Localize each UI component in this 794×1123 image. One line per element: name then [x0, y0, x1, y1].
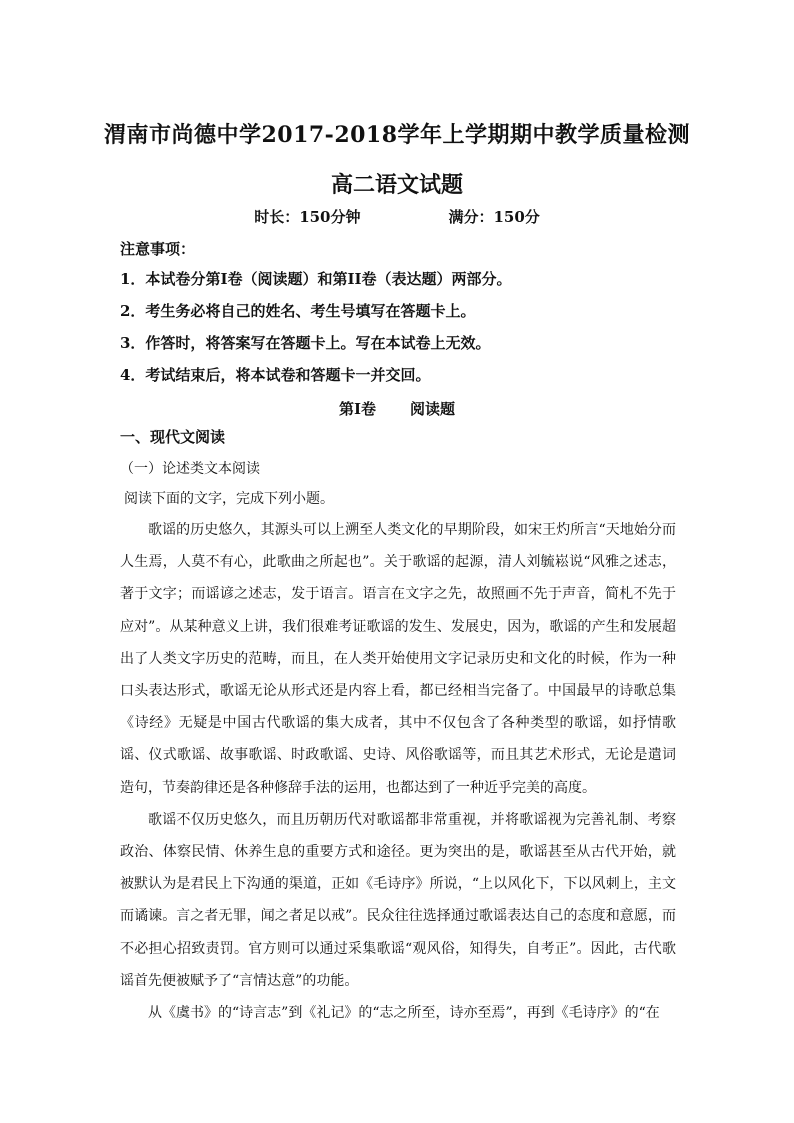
passage-paragraph: 从《虞书》的“诗言志”到《礼记》的“志之所至，诗亦至焉”，再到《毛诗序》的“在	[148, 1005, 660, 1022]
exam-meta	[0, 206, 794, 227]
duration-text: 时长：150分钟	[254, 208, 361, 226]
volume-label: 第Ⅰ卷	[338, 400, 376, 418]
full-score-text: 满分：150分	[448, 208, 540, 226]
exam-subtitle: 高二语文试题	[330, 172, 463, 198]
part-heading: 一、现代文阅读	[120, 428, 226, 446]
notes-heading: 注意事项：	[120, 240, 196, 258]
note-item: 2．考生务必将自己的姓名、考生号填写在答题卡上。	[120, 302, 476, 320]
exam-title: 渭南市尚德中学2017-2018学年上学期期中教学质量检测	[103, 122, 691, 148]
note-item: 4．考试结束后，将本试卷和答题卡一并交回。	[120, 366, 431, 384]
reading-passage	[120, 514, 676, 1029]
passage-paragraph: 歌谣的历史悠久，其源头可以上溯至人类文化的早期阶段，如宋王灼所言“天地始分而人生焉，人莫不有心，此歌曲之所起也”。关于歌谣的起源，清人刘毓崧说“风雅之述志，著于文字；而谣谚之述志，发于语言。语言在文字之先，故照画不先于声音，简札不先于应对”。从某种意义上讲，我们很难考证歌谣的发生、发展史，因为，歌谣的产生和发展超出了人类文字历史的范畴，而且，在人类开始使用文字记录历史和文化的时候，作为一种口头表达形式，歌谣无论从形式还是内容上看，都已经相当完备了。中国最早的诗歌总集《诗经》无疑是中国古代歌谣的集大成者，其中不仅包含了各种类型的歌谣，如抒情歌谣、仪式歌谣、故事歌谣、时政歌谣、史诗、风俗歌谣等，而且其艺术形式，无论是遣词造句，节奏韵律还是各种修辞手法的运用，也都达到了一种近乎完美的高度。	[120, 522, 676, 796]
volume-heading	[0, 398, 794, 419]
note-item: 3．作答时，将答案写在答题卡上。写在本试卷上无效。	[120, 334, 491, 352]
subpart-heading: （一）论述类文本阅读	[120, 461, 260, 477]
note-item: 1．本试卷分第Ⅰ卷（阅读题）和第II卷（表达题）两部分。	[120, 270, 512, 288]
reading-instruction: 阅读下面的文字，完成下列小题。	[124, 491, 334, 507]
passage-paragraph: 歌谣不仅历史悠久，而且历朝历代对歌谣都非常重视，并将歌谣视为完善礼制、考察政治、体察民情、休养生息的重要方式和途径。更为突出的是，歌谣甚至从古代开始，就被默认为是君民上下沟通的渠道，正如《毛诗序》所说，“上以风化下，下以风刺上，主文而谲谏。言之者无罪，闻之者足以戒”。民众往往选择通过歌谣表达自己的态度和意愿，而不必担心招致责罚。官方则可以通过采集歌谣“观风俗，知得失，自考正”。因此，古代歌谣首先便被赋予了“言情达意”的功能。	[120, 811, 676, 989]
volume-name: 阅读题	[410, 400, 456, 418]
